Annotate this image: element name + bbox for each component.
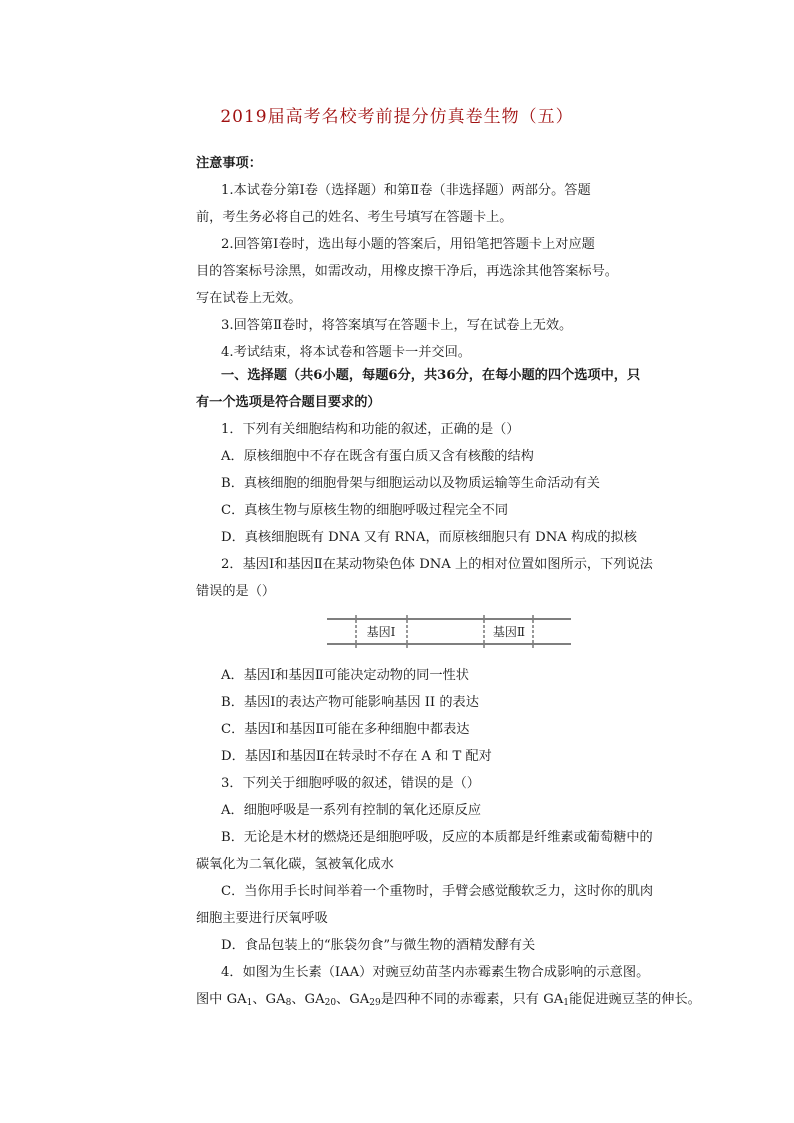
question-1-stem: 1．下列有关细胞结构和功能的叙述，正确的是（） xyxy=(221,422,520,437)
gene1-label: 基因Ⅰ xyxy=(366,625,396,639)
question-2-option-b: B．基因Ⅰ的表达产物可能影响基因 II 的表达 xyxy=(221,695,479,710)
notice-line: 2.回答第Ⅰ卷时，选出每小题的答案后，用铅笔把答题卡上对应题 xyxy=(221,237,595,252)
question-2-stem: 错误的是（） xyxy=(196,584,276,599)
question-1-option-d: D．真核细胞既有 DNA 又有 RNA，而原核细胞只有 DNA 构成的拟核 xyxy=(221,530,637,545)
notice-line: 4.考试结束，将本试卷和答题卡一并交回。 xyxy=(221,345,471,360)
question-1-option-c: C．真核生物与原核生物的细胞呼吸过程完全不同 xyxy=(221,503,509,518)
notice-line: 写在试卷上无效。 xyxy=(196,291,302,306)
question-3-option-a: A．细胞呼吸是一系列有控制的氧化还原反应 xyxy=(221,803,482,818)
question-3-option-b-cont: 碳氧化为二氧化碳，氢被氧化成水 xyxy=(196,857,394,872)
page-title: 2019届高考名校考前提分仿真卷生物（五） xyxy=(220,107,574,127)
gene-position-figure xyxy=(327,613,571,651)
question-3-option-b: B．无论是木材的燃烧还是细胞呼吸，反应的本质都是纤维素或葡萄糖中的 xyxy=(221,830,653,845)
question-3-option-d: D．食品包装上的“胀袋勿食”与微生物的酒精发酵有关 xyxy=(221,938,536,953)
gene2-label: 基因Ⅱ xyxy=(492,625,526,639)
question-2-option-d: D．基因Ⅰ和基因Ⅱ在转录时不存在 A 和 T 配对 xyxy=(221,749,492,764)
question-3-option-c: C．当你用手长时间举着一个重物时，手臂会感觉酸软乏力，这时你的肌肉 xyxy=(221,884,654,899)
section-heading: 有一个选项是符合题目要求的） xyxy=(196,395,381,410)
notice-heading: 注意事项： xyxy=(196,156,262,171)
question-4-stem: 4．如图为生长素（IAA）对豌豆幼苗茎内赤霉素生物合成影响的示意图。 xyxy=(221,965,650,980)
notice-line: 1.本试卷分第Ⅰ卷（选择题）和第Ⅱ卷（非选择题）两部分。答题 xyxy=(221,183,591,198)
question-3-option-c-cont: 细胞主要进行厌氧呼吸 xyxy=(196,911,328,926)
notice-line: 前，考生务必将自己的姓名、考生号填写在答题卡上。 xyxy=(196,210,513,225)
notice-line: 3.回答第Ⅱ卷时，将答案填写在答题卡上，写在试卷上无效。 xyxy=(221,318,573,333)
question-1-option-a: A．原核细胞中不存在既含有蛋白质又含有核酸的结构 xyxy=(221,449,534,464)
question-2-stem: 2．基因Ⅰ和基因Ⅱ在某动物染色体 DNA 上的相对位置如图所示，下列说法 xyxy=(221,557,653,572)
question-3-stem: 3．下列关于细胞呼吸的叙述，错误的是（） xyxy=(221,776,480,791)
question-4-stem-cont: 图中 $GA_1$、$GA_8$、$GA_{20}$、$GA_{29}$是四种不同的赤霉素，只有 $GA_1$能促进豌豆茎的伸长。 xyxy=(196,992,701,1008)
question-2-option-c: C．基因Ⅰ和基因Ⅱ可能在多种细胞中都表达 xyxy=(221,722,470,737)
section-heading: 一、选择题（共6小题，每题6分，共36分，在每小题的四个选项中，只 xyxy=(221,368,641,383)
question-2-option-a: A．基因Ⅰ和基因Ⅱ可能决定动物的同一性状 xyxy=(221,668,469,683)
notice-line: 目的答案标号涂黑，如需改动，用橡皮擦干净后，再选涂其他答案标号。 xyxy=(196,264,618,279)
question-1-option-b: B．真核细胞的细胞骨架与细胞运动以及物质运输等生命活动有关 xyxy=(221,476,600,491)
